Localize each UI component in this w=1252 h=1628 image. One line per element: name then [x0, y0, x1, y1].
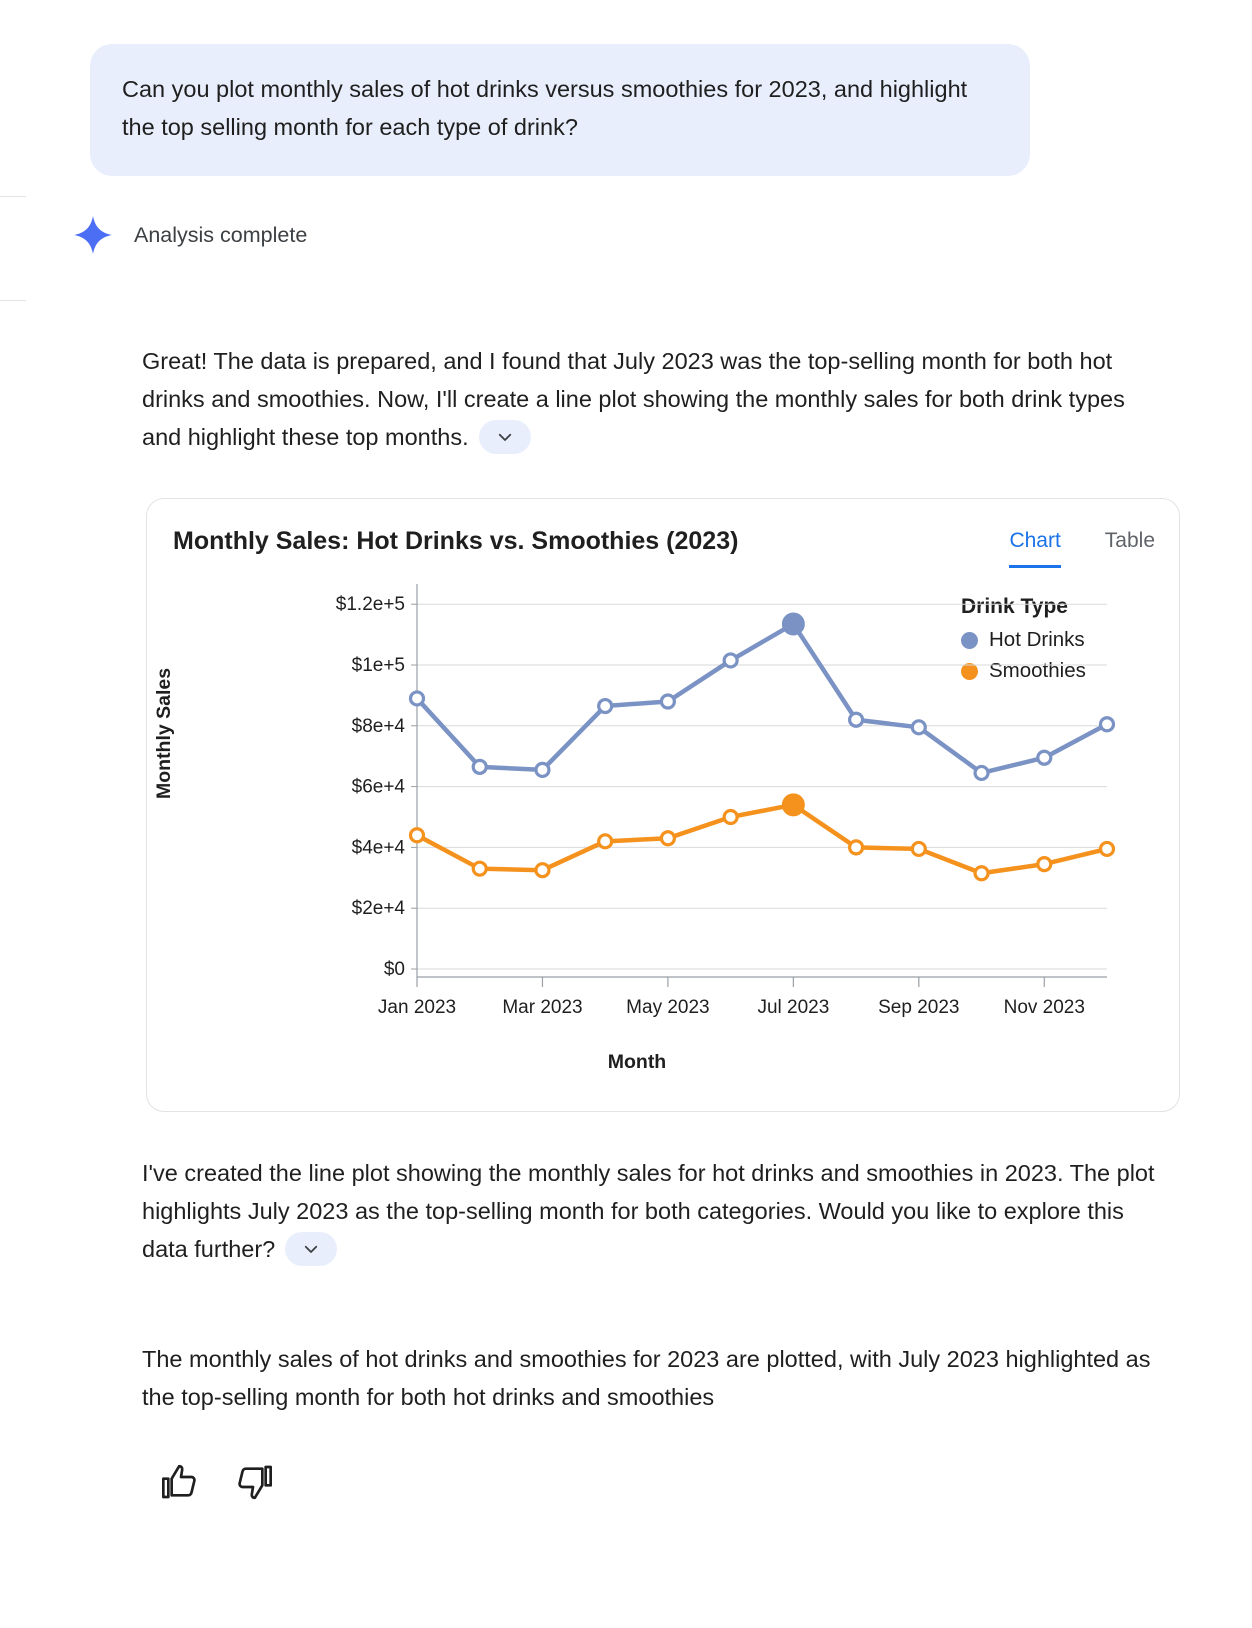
tab-table[interactable]: Table: [1104, 529, 1155, 552]
thumb-up-icon[interactable]: [160, 1462, 200, 1502]
svg-text:Nov 2023: Nov 2023: [1003, 997, 1085, 1018]
chart-card-tabs: [1009, 529, 1155, 568]
svg-text:Mar 2023: Mar 2023: [502, 997, 583, 1018]
assistant-paragraph-2-text: I've created the line plot showing the monthly sales for hot drinks and smoothies in 2023. The plot highlights July 2023 as the top-selling month for both categories. Would you like to explore this data further?: [142, 1160, 1155, 1263]
svg-text:$1.2e+5: $1.2e+5: [335, 594, 405, 616]
chevron-down-icon[interactable]: [479, 420, 531, 454]
svg-text:Sep 2023: Sep 2023: [878, 997, 960, 1018]
y-axis-title: Monthly Sales: [153, 667, 175, 799]
svg-text:$1e+5: $1e+5: [351, 655, 405, 676]
status-label: Analysis complete: [134, 222, 308, 247]
line-chart-svg: [147, 569, 1147, 1039]
status-row: [72, 214, 307, 256]
divider-top: [0, 196, 26, 197]
legend-title: Drink Type: [961, 595, 1068, 618]
svg-text:Jul 2023: Jul 2023: [757, 997, 830, 1018]
chart-title: Monthly Sales: Hot Drinks vs. Smoothies (2023): [173, 527, 739, 555]
legend-label-smoothies: Smoothies: [989, 659, 1086, 682]
plot-area: [147, 569, 1181, 1109]
assistant-paragraph-1: [142, 342, 1162, 456]
chevron-down-icon-2[interactable]: [285, 1232, 337, 1266]
svg-text:$6e+4: $6e+4: [351, 776, 405, 798]
thumb-down-icon[interactable]: [234, 1462, 274, 1502]
feedback-row: [160, 1462, 274, 1502]
assistant-paragraph-3: The monthly sales of hot drinks and smoothies for 2023 are plotted, with July 2023 highlighted as the top-selling month for both hot drinks and smoothies: [142, 1346, 1151, 1411]
divider-bottom: [0, 300, 26, 301]
svg-text:$2e+4: $2e+4: [351, 898, 405, 920]
svg-text:$8e+4: $8e+4: [351, 715, 405, 737]
svg-text:$0: $0: [383, 959, 405, 980]
user-message-bubble: Can you plot monthly sales of hot drinks versus smoothies for 2023, and highlight the top selling month for each type of drink?: [90, 44, 1030, 176]
sparkle-icon: [72, 214, 114, 256]
svg-text:Jan 2023: Jan 2023: [377, 997, 457, 1018]
assistant-paragraph-2: [142, 1154, 1172, 1268]
chart-card: [146, 498, 1180, 1112]
x-axis-title: Month: [607, 1051, 667, 1073]
svg-text:$4e+4: $4e+4: [351, 837, 405, 859]
svg-text:May 2023: May 2023: [626, 997, 710, 1018]
tab-chart[interactable]: Chart: [1009, 529, 1060, 568]
legend-label-hot-drinks: Hot Drinks: [989, 628, 1085, 651]
assistant-paragraph-1-text: Great! The data is prepared, and I found that July 2023 was the top-selling month for both hot drinks and smoothies. Now, I'll create a line plot showing the monthly sales for both drink types and highlight these top months.: [142, 348, 1125, 451]
